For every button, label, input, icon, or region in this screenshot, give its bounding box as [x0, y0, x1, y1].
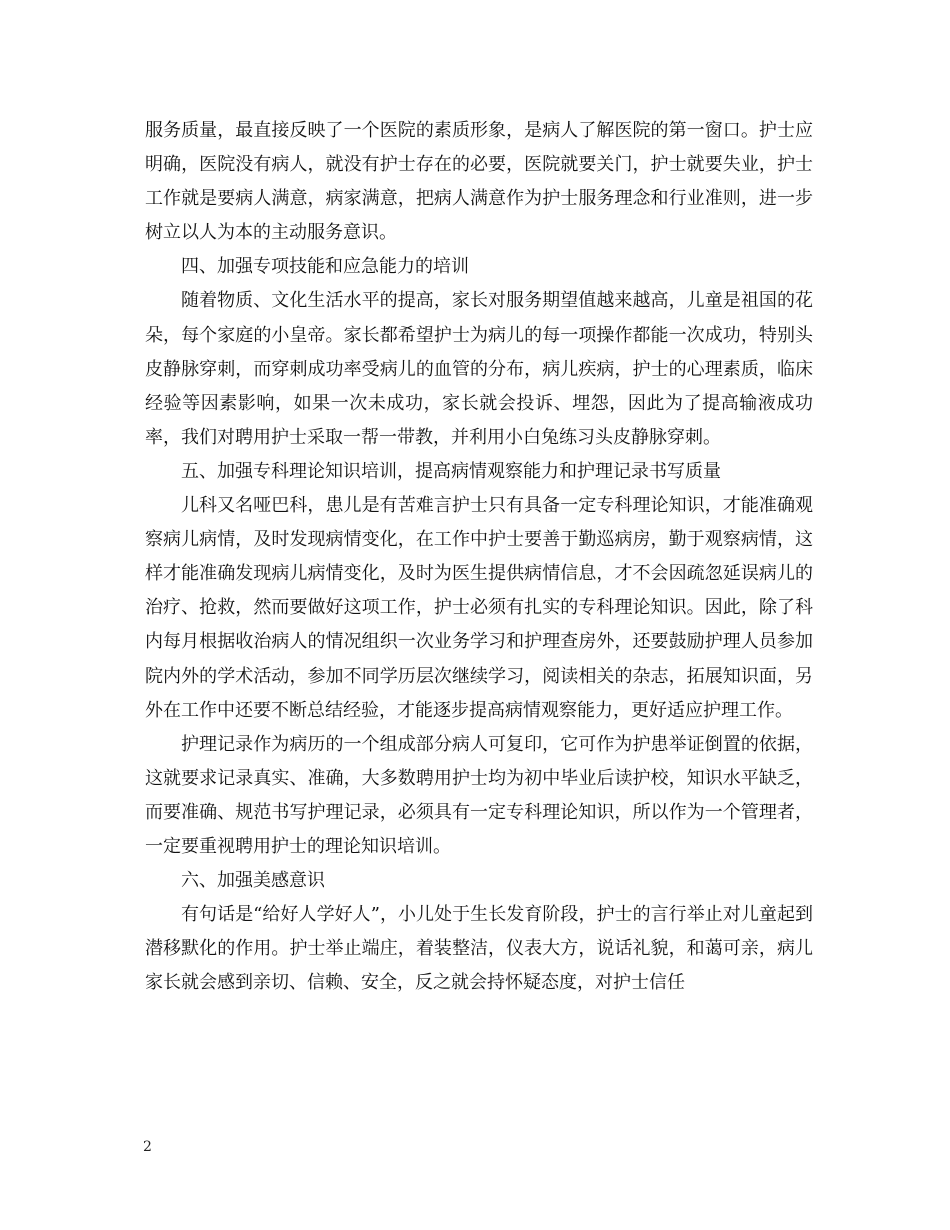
paragraph-service-quality: 服务质量，最直接反映了一个医院的素质形象，是病人了解医院的第一窗口。护士应明确，医院没有病人，就没有护士存在的必要，医院就要关门，护士就要失业，护士工作就是要病人满意，病家满意，把病人满意作为护士服务理念和行业准则，进一步树立以人为本的主动服务意识。 — [145, 120, 813, 244]
paragraph-theory-training: 儿科又名哑巴科，患儿是有苦难言护士只有具备一定专科理论知识，才能准确观察病儿病情，及时发现病情变化，在工作中护士要善于勤巡病房，勤于观察病情，这样才能准确发现病儿病情变化，及时为医生提供病情信息，才不会因疏忽延误病儿的治疗、抢救，然而要做好这项工作，护士必须有扎实的专科理论知识。因此，除了科内每月根据收治病人的情况组织一次业务学习和护理查房外，还要鼓励护理人员参加院内外的学术活动，参加不同学历层次继续学习，阅读相关的杂志，拓展知识面，另外在工作中还要不断总结经验，才能逐步提高病情观察能力，更好适应护理工作。 — [145, 495, 813, 721]
heading-section-six: 六、加强美感意识 — [181, 870, 325, 892]
document-body — [145, 114, 813, 1000]
paragraph-nursing-records: 护理记录作为病历的一个组成部分病人可复印，它可作为护患举证倒置的依据，这就要求记录真实、准确，大多数聘用护士均为初中毕业后读护校，知识水平缺乏，而要准确、规范书写护理记录，必须具有一定专科理论知识，所以作为一个管理者，一定要重视聘用护士的理论知识培训。 — [145, 733, 813, 857]
paragraph-aesthetic-awareness: 有句话是“给好人学好人”，小儿处于生长发育阶段，护士的言行举止对儿童起到潜移默化的作用。护士举止端庄，着装整洁，仪表大方，说话礼貌，和蔼可亲，病儿家长就会感到亲切、信赖、安全，反之就会持怀疑态度，对护士信任 — [145, 904, 813, 994]
heading-section-five: 五、加强专科理论知识培训，提高病情观察能力和护理记录书写质量 — [181, 460, 721, 482]
page-number: 2 — [143, 1139, 152, 1155]
paragraph-skills-training: 随着物质、文化生活水平的提高，家长对服务期望值越来越高，儿童是祖国的花朵，每个家庭的小皇帝。家长都希望护士为病儿的每一项操作都能一次成功，特别头皮静脉穿刺，而穿刺成功率受病儿的血管的分布，病儿疾病，护士的心理素质，临床经验等因素影响，如果一次未成功，家长就会投诉、埋怨，因此为了提高输液成功率，我们对聘用护士采取一帮一带教，并利用小白兔练习头皮静脉穿刺。 — [145, 290, 813, 448]
heading-section-four: 四、加强专项技能和应急能力的培训 — [181, 256, 469, 278]
